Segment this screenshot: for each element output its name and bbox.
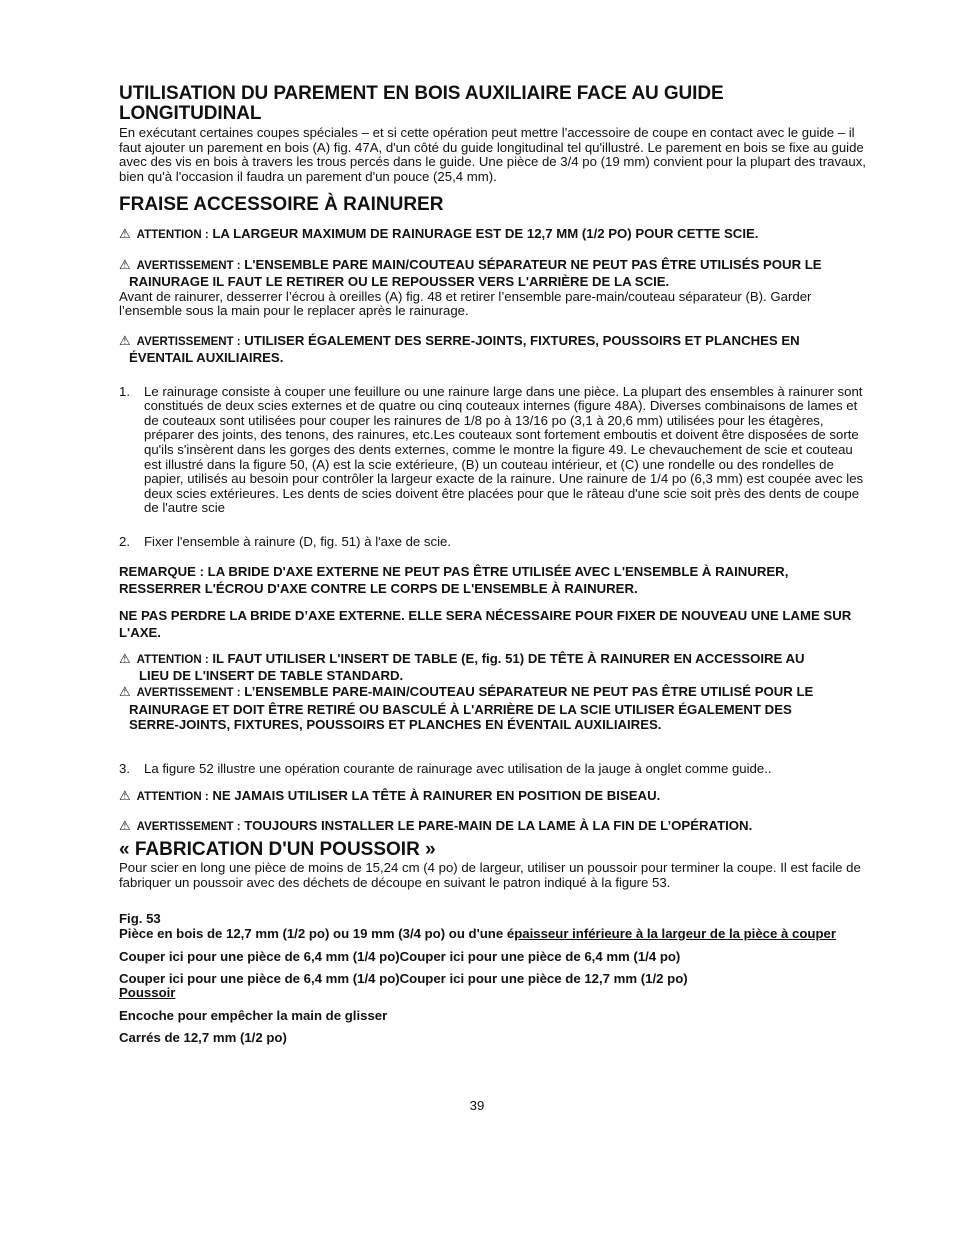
manual-page bbox=[119, 84, 871, 1046]
section-title-poussoir: « FABRICATION D'UN POUSSOIR » bbox=[119, 838, 436, 860]
encoche-label: Encoche pour empêcher la main de glisser bbox=[119, 1007, 388, 1023]
list-item: 3. La figure 52 illustre une opération courante de rainurage avec utilisation de la jauge à onglet comme guide.. bbox=[119, 760, 772, 776]
figure-53-legend bbox=[119, 912, 871, 1046]
warning-triangle-icon: ⚠ bbox=[119, 226, 131, 242]
warning-triangle-icon: ⚠ bbox=[119, 332, 131, 348]
warning-avertissement-7: ⚠ AVERTISSEMENT : TOUJOURS INSTALLER LE PARE-MAIN DE LA LAME À LA FIN DE L’OPÉRATION. bbox=[119, 817, 753, 833]
warning-attention-6: ⚠ ATTENTION : NE JAMAIS UTILISER LA TÊTE À RAINURER EN POSITION DE BISEAU. bbox=[119, 788, 661, 804]
list-item: 2. Fixer l'ensemble à rainure (D, fig. 51) à l'axe de scie. bbox=[119, 533, 452, 549]
cut-line-1: Couper ici pour une pièce de 6,4 mm (1/4 po)Couper ici pour une pièce de 6,4 mm (1/4 po) bbox=[119, 949, 681, 965]
warning-attention-1: ⚠ ATTENTION : LA LARGEUR MAXIMUM DE RAINURAGE EST DE 12,7 MM (1/2 PO) POUR CETTE SCIE. bbox=[119, 226, 759, 242]
poussoir-paragraph: Pour scier en long une pièce de moins de 15,24 cm (4 po) de largeur, utiliser un poussoir pour terminer la coupe. Il est facile de fabriquer un poussoir avec des déchets de découpe en suivant le patron indiqué à la figure 53. bbox=[119, 859, 861, 890]
warning-attention-4: ⚠ ATTENTION : IL FAUT UTILISER L'INSERT DE TABLE (E, fig. 51) DE TÊTE À RAINURER EN ACCESSOIRE AU LIEU DE L'INSERT DE TABLE STANDARD. bbox=[119, 650, 805, 683]
warning-triangle-icon: ⚠ bbox=[119, 256, 131, 272]
carres-label: Carrés de 12,7 mm (1/2 po) bbox=[119, 1030, 287, 1046]
warning-avertissement-5: ⚠ AVERTISSEMENT : L’ENSEMBLE PARE-MAIN/COUTEAU SÉPARATEUR NE PEUT PAS ÊTRE UTILISÉ POUR LE RAINURAGE ET DOIT ÊTRE RETIRÉ OU BASCULÉ À L'ARRIÈRE DE LA SCIE UTILISER ÉGALEMENT DES SERRE-JOINTS, FIXTURES, POUSSOIRS ET PLANCHES EN ÉVENTAIL AUXILIAIRES. bbox=[119, 684, 814, 733]
section-title-parement: UTILISATION DU PAREMENT EN BOIS AUXILIAIRE FACE AU GUIDE LONGITUDINAL bbox=[119, 83, 724, 124]
rainurage-intro-paragraph: Avant de rainurer, desserrer l’écrou à oreilles (A) fig. 48 et retirer l’ensemble pare-main/couteau séparateur (B). Garder l’ensemble sous la main pour le replacer après le rainurage. bbox=[119, 288, 812, 319]
warning-triangle-icon: ⚠ bbox=[119, 650, 131, 666]
cut-line-2: Couper ici pour une pièce de 6,4 mm (1/4 po)Couper ici pour une pièce de 12,7 mm (1/2 po) bbox=[119, 970, 688, 986]
section-title-fraise: FRAISE ACCESSOIRE À RAINURER bbox=[119, 194, 444, 216]
page-number: 39 bbox=[469, 1098, 485, 1113]
warning-avertissement-3: ⚠ AVERTISSEMENT : UTILISER ÉGALEMENT DES SERRE-JOINTS, FIXTURES, POUSSOIRS ET PLANCHES EN ÉVENTAIL AUXILIAIRES. bbox=[119, 332, 800, 366]
ne-pas-perdre-note: NE PAS PERDRE LA BRIDE D’AXE EXTERNE. ELLE SERA NÉCESSAIRE POUR FIXER DE NOUVEAU UNE LAME SUR L'AXE. bbox=[119, 607, 852, 640]
poussoir-label: Poussoir bbox=[119, 985, 176, 1001]
warning-triangle-icon: ⚠ bbox=[119, 788, 131, 804]
remarque-note: REMARQUE : LA BRIDE D'AXE EXTERNE NE PEUT PAS ÊTRE UTILISÉE AVEC L'ENSEMBLE À RAINURER, RESSERRER L'ÉCROU D'AXE CONTRE LE CORPS DE L'ENSEMBLE À RAINURER. bbox=[119, 563, 789, 596]
warning-triangle-icon: ⚠ bbox=[119, 817, 131, 833]
figure-label: Fig. 53 bbox=[119, 911, 161, 927]
list-item: 1. Le rainurage consiste à couper une feuillure ou une rainure large dans une pièce. La plupart des ensembles à rainurer sont constitués de deux scies externes et de quatre ou cinq couteaux internes (figure 48A). Diverses combinaisons de lames et de couteaux sont utilisées pour couper les rainures de 1/8 po à 13/16 po (3,1 à 20,6 mm) utilisées pour les étagères, préparer des joints, des tenons, des rainures, etc.Les couteaux sont fortement emboutis et doivent être disposées de sorte qu'ils s'insèrent dans les gorges des dents externes, comme le montre la figure 49. Le chevauchement de scie et couteau est illustré dans la figure 50, (A) est la scie extérieure, (B) un couteau intérieur, et (C) une rondelle ou des rondelles de papier, utilisés au besoin pour contrôler la largeur exacte de la rainure. Une rainure de 1/4 po (6,3 mm) est coupée avec les deux scies extérieures. Les dents de scies doivent être placées pour que le râteau d'une scie soit près des dents de coupe de l'autre scie bbox=[119, 383, 864, 516]
steps-list-continued bbox=[119, 762, 871, 777]
warning-triangle-icon: ⚠ bbox=[119, 684, 131, 700]
parement-paragraph: En exécutant certaines coupes spéciales – et si cette opération peut mettre l'accessoire de coupe en contact avec le guide – il faut ajouter un parement en bois (A) fig. 47A, d'un côté du guide longitudinal tel qu'illustré. Le parement en bois se fixe au guide avec des vis en bois à travers les trous percés dans le guide. Une pièce de 3/4 po (19 mm) convient pour la plupart des travaux, bien qu'à l'occasion il faudra un parement d'un pouce (25,4 mm). bbox=[119, 125, 866, 184]
steps-list bbox=[119, 385, 871, 550]
figure-caption: Pièce en bois de 12,7 mm (1/2 po) ou 19 mm (3/4 po) ou d'une épaisseur inférieure à la largeur de la pièce à couper bbox=[119, 925, 836, 941]
warning-avertissement-2: ⚠ AVERTISSEMENT : L'ENSEMBLE PARE MAIN/COUTEAU SÉPARATEUR NE PEUT PAS ÊTRE UTILISÉS POUR LE RAINURAGE IL FAUT LE RETIRER OU LE REPOUSSER VERS L'ARRIÈRE DE LA SCIE. bbox=[119, 256, 822, 290]
